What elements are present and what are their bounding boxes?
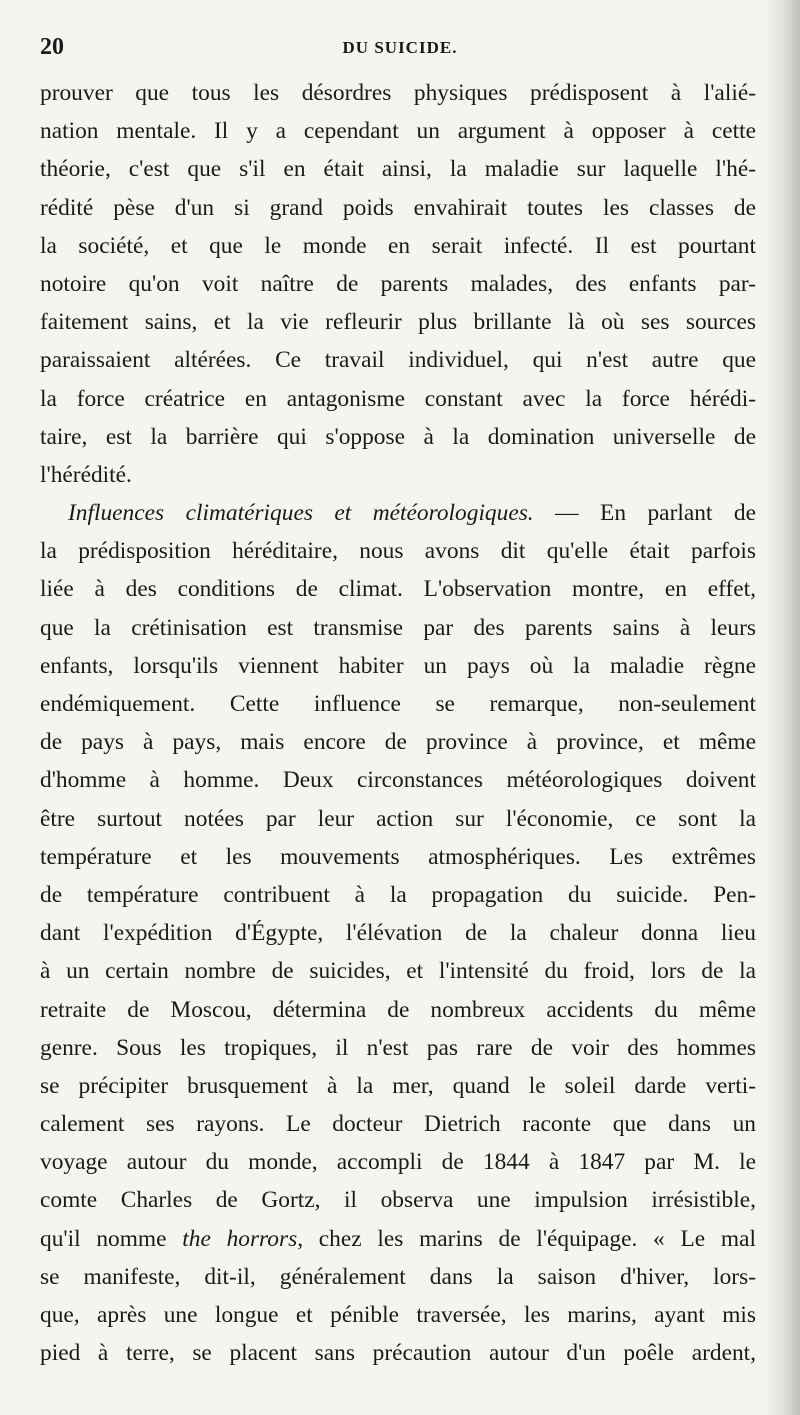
text-line: genre. Sous les tropiques, il n'est pas rare de voir des hommes (40, 1034, 756, 1061)
body-text (40, 74, 756, 1372)
section-heading-line (40, 494, 756, 532)
text-line: calement ses rayons. Le docteur Dietrich raconte que dans un (40, 1111, 756, 1138)
text-line: endémiquement. Cette influence se remarque, non-seulement (40, 691, 756, 717)
text-line: que la crétinisation est transmise par des parents sains à leurs (40, 614, 756, 641)
line-segment: , chez les marins de l'équipage. « Le mal (297, 1225, 756, 1252)
text-line: notoire qu'on voit naître de parents malades, des enfants par- (40, 270, 756, 297)
section-heading: Influences climatériques et météorologiques. (68, 500, 534, 527)
text-line: retraite de Moscou, détermina de nombreux accidents du même (40, 996, 756, 1023)
line-segment: qu'il nomme (40, 1225, 183, 1252)
text-line: que, après une longue et pénible traversée, les marins, ayant mis (40, 1302, 756, 1328)
text-line: se précipiter brusquement à la mer, quand le soleil darde verti- (40, 1072, 756, 1099)
text-line-with-italic (40, 1220, 756, 1258)
text-line: taire, est la barrière qui s'oppose à la domination universelle de (40, 423, 756, 450)
text-line: rédité pèse d'un si grand poids envahirait toutes les classes de (40, 194, 756, 221)
page-header (40, 34, 760, 66)
section-heading-continuation: — En parlant de (533, 500, 756, 527)
paragraph-end-line: l'hérédité. (40, 461, 132, 488)
text-line: la société, et que le monde en serait infecté. Il est pourtant (40, 232, 756, 259)
page-number: 20 (40, 34, 64, 60)
text-line: enfants, lorsqu'ils viennent habiter un pays où la maladie règne (40, 652, 756, 679)
italic-phrase: the horrors (182, 1225, 298, 1252)
text-line: la prédisposition héréditaire, nous avons dit qu'elle était parfois (40, 538, 756, 565)
text-line: pied à terre, se placent sans précaution autour d'un poêle ardent, (40, 1340, 756, 1367)
text-line: d'homme à homme. Deux circonstances météorologiques doivent (40, 767, 756, 794)
text-line: température et les mouvements atmosphériques. Les extrêmes (40, 843, 756, 870)
text-line: se manifeste, dit-il, généralement dans la saison d'hiver, lors- (40, 1263, 756, 1290)
text-line: paraissaient altérées. Ce travail individuel, qui n'est autre que (40, 347, 756, 374)
text-line: dant l'expédition d'Égypte, l'élévation de la chaleur donna lieu (40, 920, 756, 947)
text-line: voyage autour du monde, accompli de 1844 à 1847 par M. le (40, 1149, 756, 1176)
text-line: théorie, c'est que s'il en était ainsi, la maladie sur laquelle l'hé- (40, 156, 756, 183)
text-line: comte Charles de Gortz, il observa une impulsion irrésistible, (40, 1187, 756, 1214)
text-line: de température contribuent à la propagation du suicide. Pen- (40, 881, 756, 908)
page-edge-shadow (766, 0, 800, 1415)
text-line: de pays à pays, mais encore de province à province, et même (40, 729, 756, 756)
text-line: à un certain nombre de suicides, et l'intensité du froid, lors de la (40, 958, 756, 985)
text-line: la force créatrice en antagonisme constant avec la force hérédi- (40, 385, 756, 412)
text-line: nation mentale. Il y a cependant un argument à opposer à cette (40, 118, 756, 145)
text-line: prouver que tous les désordres physiques prédisposent à l'alié- (40, 80, 756, 106)
text-line: faitement sains, et la vie refleurir plus brillante là où ses sources (40, 309, 756, 336)
text-line: être surtout notées par leur action sur l'économie, ce sont la (40, 805, 756, 832)
text-line: liée à des conditions de climat. L'observation montre, en effet, (40, 576, 756, 603)
running-head: DU SUICIDE. (342, 38, 458, 57)
